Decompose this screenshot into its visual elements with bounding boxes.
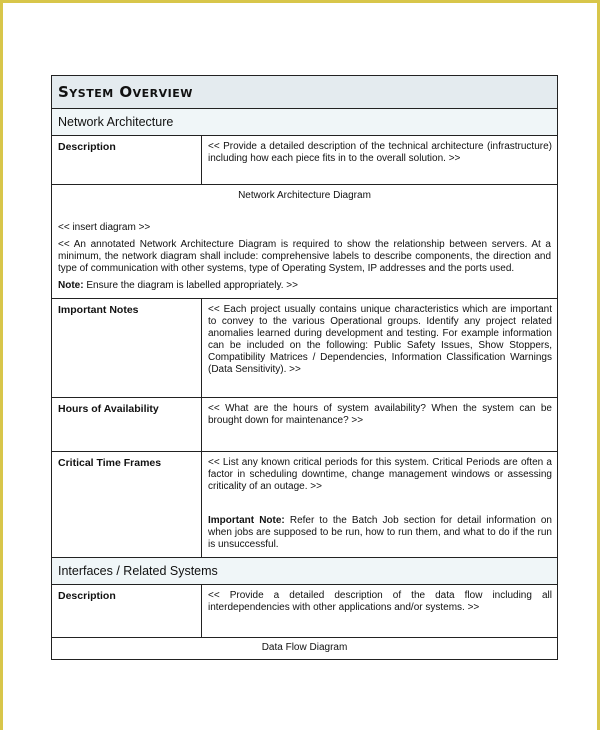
critical-time-frames-row [52,452,557,558]
system-overview-table [51,75,558,660]
page-title: System Overview [58,83,193,101]
row-value [202,452,557,557]
hours-row [52,398,557,452]
important-notes-row [52,299,557,398]
critical-text: << List any known critical periods for this system. Critical Periods are often a factor in scheduling downtime, change management windows or assessing criticality of an outage. >> [208,457,552,492]
section-title: Interfaces / Related Systems [58,564,218,578]
row-value: << Each project usually contains unique characteristics which are important to convey to the various Operational groups. Identify any project related anomalies learned during development and testing. For example information can be included on the following: Public Safety Issues, Show Stoppers, Compatibility Matrices / Dependencies, Information Classification Warnings (Data Sensitivity). >> [208,304,552,375]
note-label: Important Note: [208,515,285,526]
section-network-architecture [52,109,557,136]
title-row [52,76,557,109]
diagram-heading: Network Architecture Diagram [238,190,371,201]
interfaces-description-row [52,585,557,638]
section-title: Network Architecture [58,115,174,129]
row-label: Critical Time Frames [52,452,202,557]
note-paragraph [58,280,551,292]
row-value: << What are the hours of system availability? When the system can be brought down for maintenance? >> [208,403,552,426]
note-text: Refer to the Batch Job section for detail information on when jobs are supposed to be run, how to run them, and what to do if the run is unsuccessful. [208,515,552,550]
network-description-row [52,136,557,185]
network-diagram-block [52,185,557,299]
data-flow-diagram-heading: Data Flow Diagram [52,638,557,660]
row-label: Important Notes [52,299,202,397]
row-label: Hours of Availability [52,398,202,451]
section-interfaces [52,558,557,585]
frame-border-top [0,0,600,3]
row-label: Description [52,585,202,637]
row-value: << Provide a detailed description of the technical architecture (infrastructure) including how each piece fits in to the overall solution. >> [208,141,552,164]
insert-diagram-placeholder: << insert diagram >> [58,222,151,233]
critical-note [208,515,552,551]
annotated-diagram-text: << An annotated Network Architecture Diagram is required to show the relationship between servers. At a minimum, the network diagram shall include: comprehensive labels to describe components, the direction and type of communication with other systems, type of Operating System, IP addresses and the ports used. [58,239,551,274]
note-text: Ensure the diagram is labelled appropriately. >> [83,280,298,291]
row-label: Description [52,136,202,184]
note-label: Note: [58,280,84,291]
frame-border-left [0,0,3,730]
row-value: << Provide a detailed description of the data flow including all interdependencies with other applications and/or systems. >> [208,590,552,613]
